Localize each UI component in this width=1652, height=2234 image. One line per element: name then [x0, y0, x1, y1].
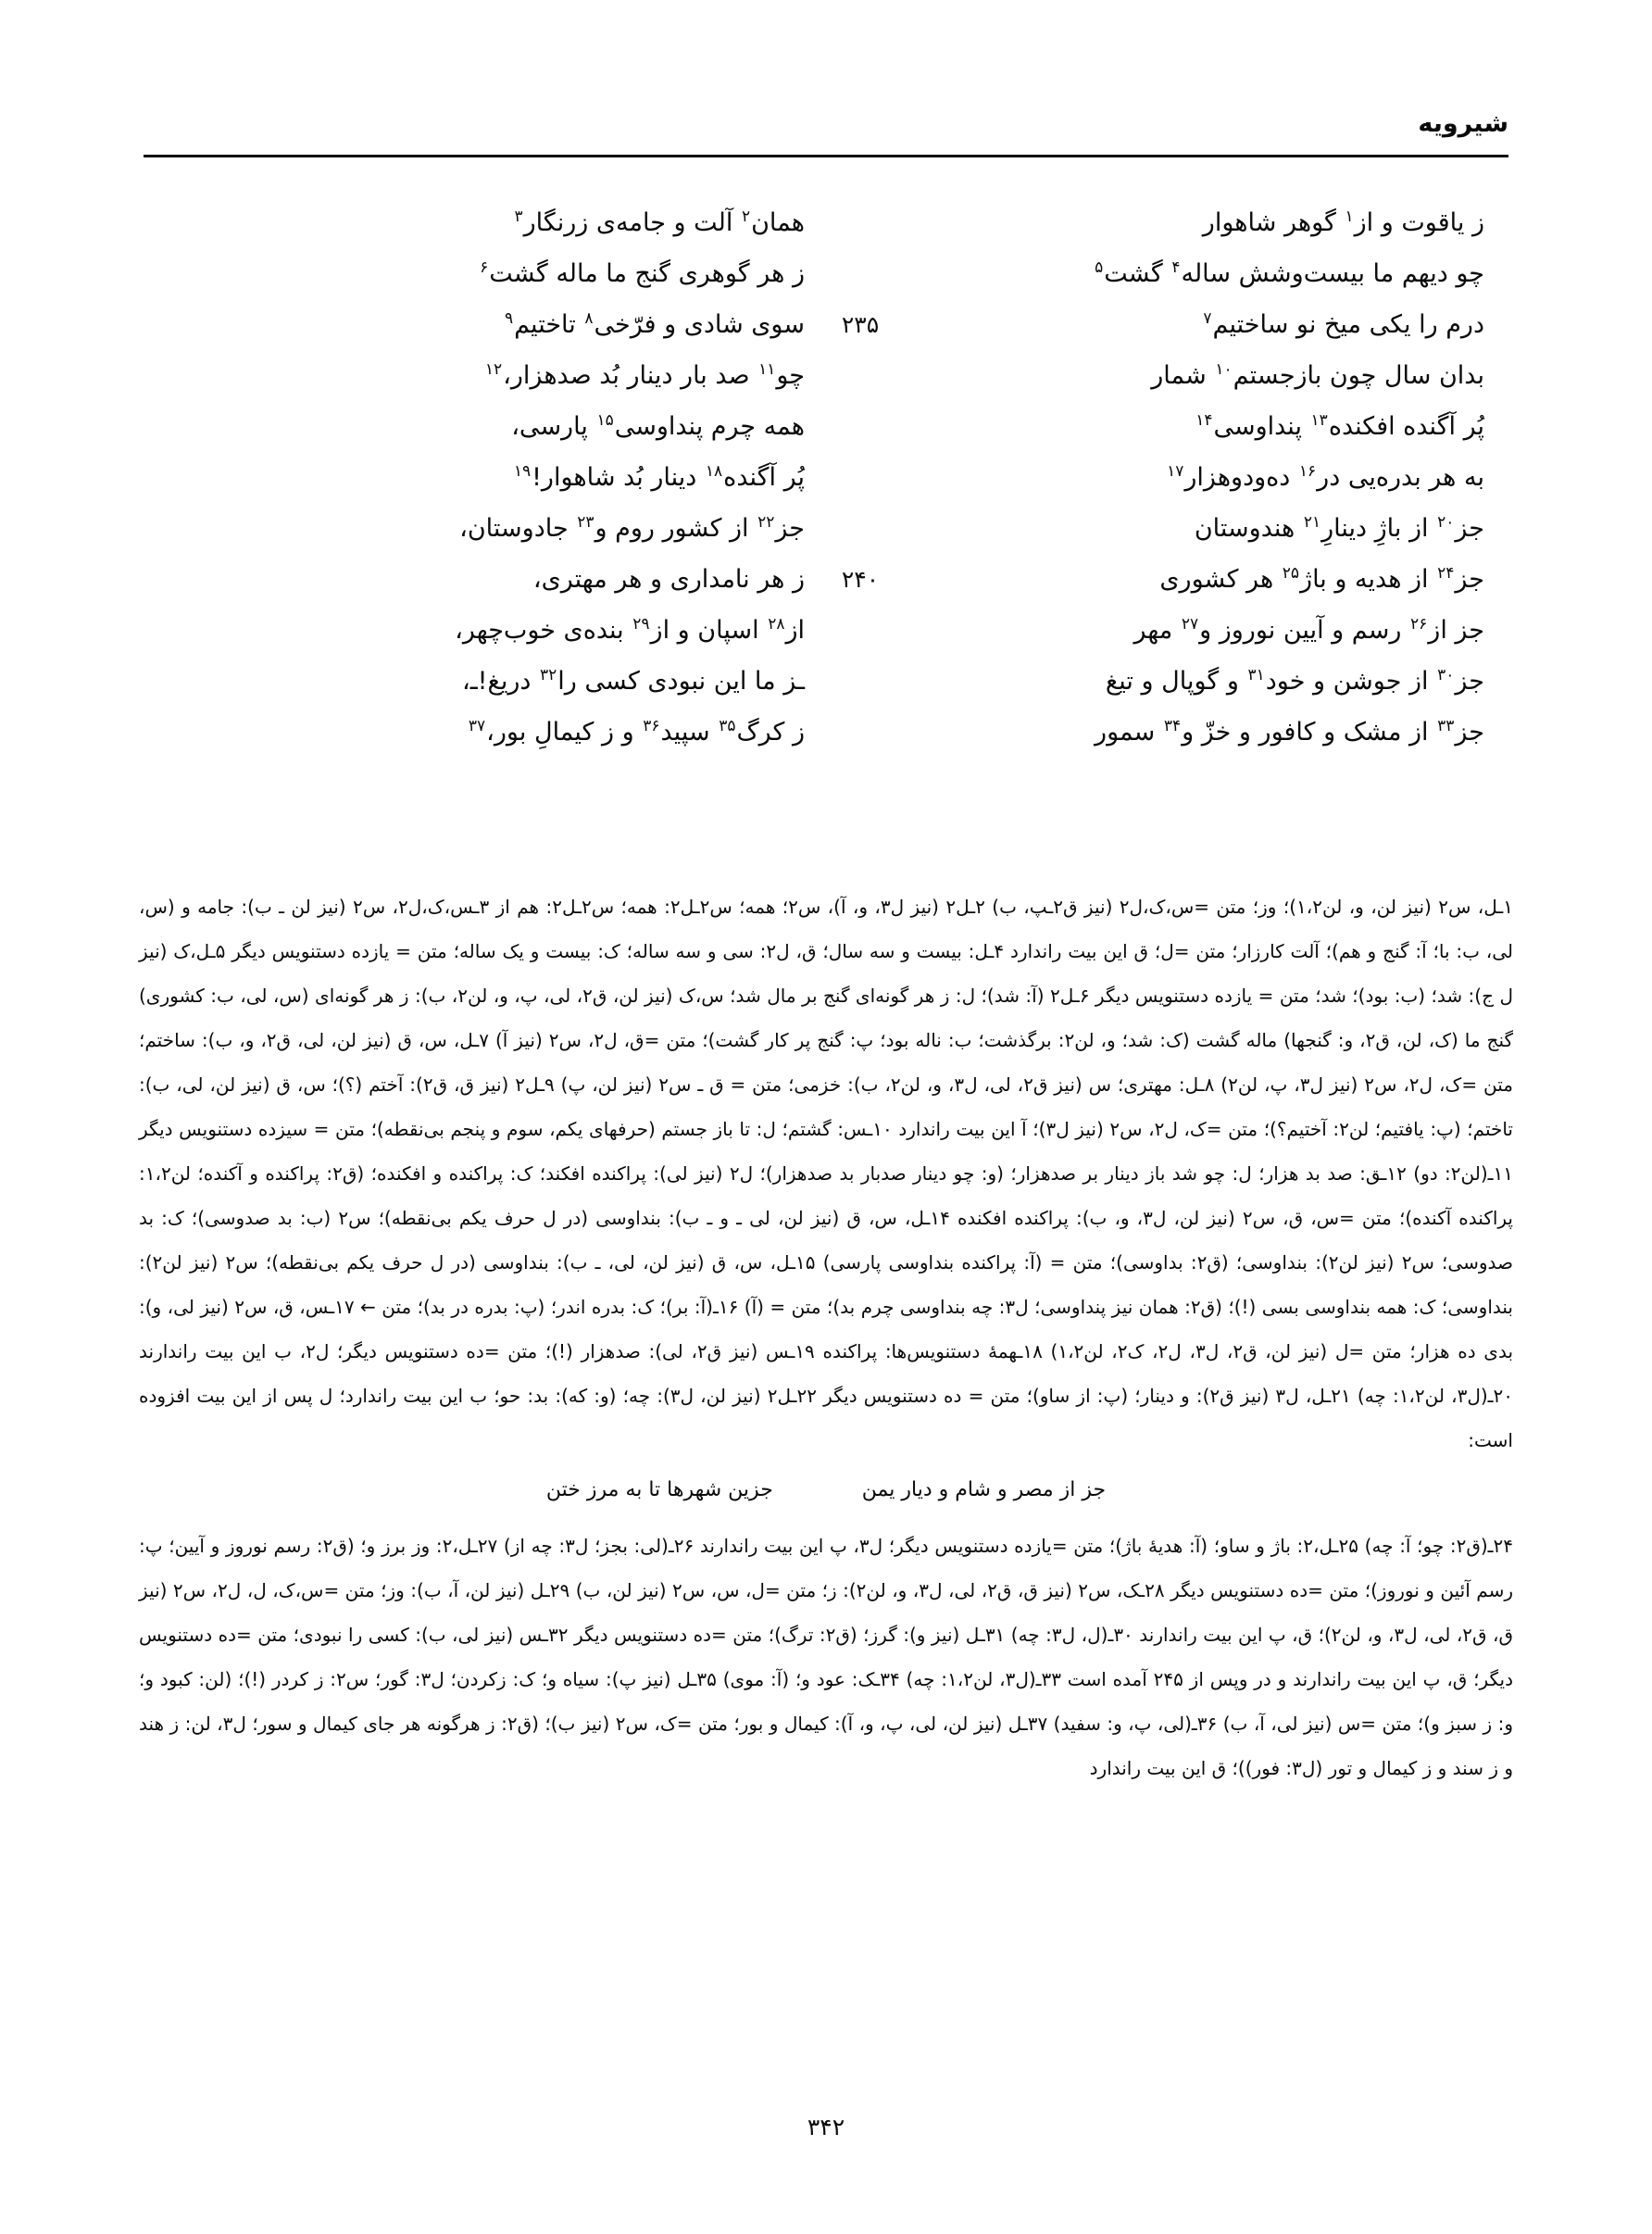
footnote-marker: ۱۲: [484, 360, 503, 379]
hemistich-right: پُر آگنده افکنده$^{۱۳}$ پنداوسی$^{۱۴}$: [1195, 411, 1484, 441]
folio-number: ۳۴۲: [807, 2114, 845, 2140]
hemistich-right: جز$^{۳۰}$ از جوشن و خود$^{۳۱}$ و گوپال و تیغ: [1105, 666, 1484, 696]
footnote-marker: ۳۲: [540, 666, 557, 684]
footnote-marker: ۱۴: [1195, 411, 1213, 430]
inset-verse-line: [139, 1468, 1513, 1520]
footnote-marker: ۲۸: [768, 615, 785, 634]
hemistich-left: ز هر گوهری گنج ما ماله گشت$^۶$: [480, 258, 805, 288]
footnote-marker: ۱۷: [1167, 462, 1184, 481]
footnote-marker: ۷: [1203, 309, 1212, 328]
footnote-marker: ۲۴: [1437, 564, 1455, 583]
footnote-marker: ۱: [1345, 207, 1354, 226]
footnote-marker: ۳۴: [1163, 717, 1182, 735]
footnote-marker: ۶: [480, 258, 489, 277]
hemistich-right: جز$^{۲۰}$ از باژِ دینارِ$^{۲۱}$ هندوستان: [1194, 513, 1484, 543]
footnote-marker: ۲: [741, 207, 751, 226]
footnote-marker: ۱۶: [1298, 462, 1317, 481]
hemistich-left: ـز ما این نبودی کسی را$^{۳۲}$ دریغ!ـ،: [462, 666, 805, 696]
hemistich-right: بدان سال چون بازجستم$^{۱۰}$ شمار: [1151, 360, 1484, 390]
critical-apparatus: [139, 885, 1513, 1790]
verse-line: [144, 199, 1508, 250]
running-head-title: شیرویه: [1418, 109, 1508, 138]
verse-line: [144, 301, 1508, 352]
hemistich-right: جز از$^{۲۶}$ رسم و آیین نوروز و$^{۲۷}$ مهر: [1133, 615, 1484, 645]
running-head-area: [144, 111, 1508, 176]
footnote-marker: ۱۰: [1215, 360, 1233, 379]
footnote-marker: ۳۵: [719, 717, 736, 735]
footnote-marker: ۳۰: [1437, 666, 1455, 684]
footnote-marker: ۳: [514, 207, 523, 226]
hemistich-left: جز$^{۲۲}$ از کشور روم و$^{۲۳}$ جادوستان،: [459, 513, 805, 543]
footnote-marker: ۱۳: [1310, 411, 1328, 430]
apparatus-block-one: ۱ـل، س۲ (نیز لن، و، لن۱،۲)؛ وز؛ متن =س،ک،ل۲ (نیز ق۲ـپ، ب) ۲ـل۲ (نیز ل۳، و، آ)، س۲؛ همه؛ س۲ـل۲: همه؛ س۲ـل۲: هم از ۳ـس،ک،ل۲، س۲ (نیز لن ـ ب): جامه و (س، لی، ب: با؛ آ: گنج و هم)؛ آلت کارزار؛ متن =ل؛ ق این بیت راندارد ۴ـل: بیست و سه سال؛ ق، ل۲: سی و سه ساله؛ ک: بیست و یک ساله؛ متن = یازده دستنویس دیگر ۵ـل،ک (نیز ل ج): شد؛ (ب: بود)؛ شد؛ متن = یازده دستنویس دیگر ۶ـل۲ (آ: شد)؛ ل: ز هر گونه‌ای گنج بر مال شد؛ س،ک (نیز لن، ق۲، لی، پ، و، لن۲، ب): ز هر گونه‌ای (س، لی، ب: کشوری) گنج ما (ک، لن، ق۲، و: گنجها) ماله گشت (ک: شد؛ و، لن۲: برگذشت؛ ب: ناله بود؛ پ: گنج پر کار گشت)؛ متن =ق، ل۲، س۲ (نیز آ) ۷ـل، س، ق (نیز لن، لی، ق۲، و، ب): ساختم؛ متن =ک، ل۲، س۲ (نیز ل۳، پ، لن۲) ۸ـل: مهتری؛ س (نیز ق۲، لی، ل۳، و، لن۲، ب): خزمی؛ متن = ق ـ س۲ (نیز لن، پ) ۹ـل۲ (نیز ق، ق۲): آختم (؟)؛ س، ق (نیز لن، لی، ب): تاختم؛ (پ: یافتیم؛ لن۲: آختیم؟)؛ متن =ک، ل۲، س۲ (نیز ل۳)؛ آ این بیت راندارد ۱۰ـس: گشتم؛ ل: تا باز جستم (حرفهای یکم، سوم و پنجم بی‌نقطه)؛ متن = سیزده دستنویس دیگر ۱۱ـ(لن۲: دو) ۱۲ـق: صد بد هزار؛ ل: چو شد باز دینار بر صدهزار؛ (و: چو دینار صدبار بد صدهزار)؛ ل۲ (نیز لی): پراکنده افکند؛ ک: پراکنده و افکنده؛ (ق۲: پراکنده و آکنده؛ لن۱،۲: پراکنده آکنده)؛ متن =س، ق، س۲ (نیز لن، ل۳، و، ب): پراکنده افکنده ۱۴ـل، س، ق (نیز لن، لی ـ و ـ ب): بنداوسی (در ل حرف یکم بی‌نقطه)؛ س۲ (ب: بد صدوسی)؛ ک: بد صدوسی؛ س۲ (نیز لن۲): بنداوسی؛ (ق۲: بداوسی)؛ متن = (آ: پراکنده بنداوسی پارسی) ۱۵ـل، س، ق (نیز لن، لی، ـ ب): بنداوسی (در ل حرف یکم بی‌نقطه)؛ س۲ (نیز لن۲): بنداوسی؛ ک: همه بنداوسی بسی (!)؛ (ق۲: همان نیز پنداوسی؛ ل۳: چه بنداوسی چرم بد)؛ متن = (آ) ۱۶ـ(آ: بر)؛ ک: بدره اندر؛ (پ: بدره در بد)؛ متن ← ۱۷ـس، ق، س۲ (نیز لی، و): بدی ده هزار؛ متن =ل (نیز لن، ق۲، ل۳، ل۲، ک۲، لن۱،۲) ۱۸ـهمهٔ دستنویس‌ها: پراکنده ۱۹ـس (نیز ق۲، لی): صدهزار (!)؛ متن =ده دستنویس دیگر؛ ل۲، ب این بیت راندارند ۲۰ـ(ل۳، لن۱،۲: چه) ۲۱ـل، ل۳ (نیز ق۲): و دینار؛ (پ: از ساو)؛ متن = ده دستنویس دیگر ۲۲ـل۲ (نیز لن، ل۳): چه؛ (و: که): بد: حو؛ ب این بیت راندارد؛ ل پس از این بیت افزوده است:: [139, 896, 1514, 1451]
hemistich-right: جز$^{۲۴}$ از هدیه و باژ$^{۲۵}$ هر کشوری: [1159, 564, 1484, 594]
verse-line: [144, 607, 1508, 658]
hemistich-right: جز$^{۳۳}$ از مشک و کافور و خزّ و$^{۳۴}$ سمور: [1095, 717, 1484, 747]
hemistich-left: همه چرم پنداوسی$^{۱۵}$ پارسی،: [511, 411, 805, 441]
footnote-marker: ۲۱: [1303, 513, 1321, 532]
footnote-marker: ۳۳: [1437, 717, 1455, 735]
verse-line: [144, 352, 1508, 403]
inset-hemistich-right: جز از مصر و شام و دیار یمن: [861, 1478, 1107, 1501]
footnote-marker: ۸: [584, 309, 594, 328]
verse-number: ۲۳۵: [841, 311, 880, 338]
footnote-marker: ۴: [1171, 258, 1181, 277]
hemistich-left: ز هر نامداری و هر مهتری،: [532, 565, 805, 594]
footnote-marker: ۲۵: [1282, 564, 1300, 583]
footnote-marker: ۲۶: [1410, 615, 1428, 634]
footnote-marker: ۲۰: [1437, 513, 1455, 532]
verse-line: [144, 709, 1508, 759]
inset-hemistich-left: جزین شهرها تا به مرز ختن: [545, 1478, 773, 1501]
footnote-marker: ۲۷: [1181, 615, 1199, 634]
footnote-marker: ۲۳: [577, 513, 594, 532]
header-rule: [144, 155, 1508, 157]
hemistich-left: پُر آگنده$^{۱۸}$ دینار بُد شاهوار!$^{۱۹}$: [513, 462, 805, 492]
hemistich-left: چو$^{۱۱}$ صد بار دینار بُد صدهزار،$^{۱۲}$: [484, 360, 805, 390]
hemistich-left: ز کرگ$^{۳۵}$ سپید$^{۳۶}$ و ز کیمالِ بور،$^{۳۷}$: [468, 717, 805, 747]
hemistich-right: به هر بدره‌یی در$^{۱۶}$ ده‌ودوهزار$^{۱۷}$: [1167, 462, 1484, 492]
footnote-marker: ۱۹: [513, 462, 532, 481]
footnote-marker: ۵: [1095, 258, 1104, 277]
footnote-marker: ۳۱: [1247, 666, 1265, 684]
footnote-marker: ۱۱: [758, 360, 776, 379]
apparatus-block-two: ۲۴ـ(ق۲: چو؛ آ: چه) ۲۵ـل،۲: باژ و ساو؛ (آ: هدیهٔ باژ)؛ متن =یازده دستنویس دیگر؛ ل۳، پ این بیت راندارند ۲۶ـ(لی: بجز؛ ل۳: چه از) ۲۷ـل،۲: وز برز و؛ (ق۲: رسم نوروز و آیین؛ پ: رسم آئین و نوروز)؛ متن =ده دستنویس دیگر ۲۸ـک، س۲ (نیز ق، ق۲، لی، ل۳، و، لن۲): ز؛ متن =ل، س، س۲ (نیز لن، ب) ۲۹ـل (نیز لن، آ، ب): وز؛ متن =س،ک، ل، ل۲، س۲ (نیز ق، ق۲، لی، ل۳، و، لن۲)؛ ق، پ این بیت راندارند ۳۰ـ(ل، ل۳: چه) ۳۱ـل (نیز و): گرز؛ (ق۲: ترگ)؛ متن =ده دستنویس دیگر ۳۲ـس (نیز لی، ب): کسی را نبودی؛ متن =ده دستنویس دیگر؛ ق، پ این بیت راندارند و در وپس از ۲۴۵ آمده است ۳۳ـ(ل۳، لن۱،۲: چه) ۳۴ـک: عود و؛ (آ: موی) ۳۵ـل (نیز پ): سیاه و؛ ک: زکردن؛ ل۳: گور؛ س۲: ز کردر (!)؛ (لن: کبود و؛ و: ز سبز و)؛ متن =س (نیز لی، آ، ب) ۳۶ـ(لی، پ، و: سفید) ۳۷ـل (نیز لن، لی، پ، و، آ): کیمال و بور؛ متن =ک، س۲ (نیز ب)؛ (ق۲: ز هرگونه هر جای کیمال و سور؛ ل۳، لن: ز هند و ز سند و ز کیمال و تور (ل۳: فور))؛ ق این بیت راندارد: [139, 1535, 1514, 1779]
footnote-marker: ۱۵: [596, 411, 614, 430]
footnote-marker: ۹: [504, 309, 514, 328]
verse-line: [144, 556, 1508, 607]
hemistich-left: از$^{۲۸}$ اسپان و از$^{۲۹}$ بنده‌ی خوب‌چهر،: [455, 615, 805, 645]
footnote-marker: ۲۲: [757, 513, 775, 532]
footnote-marker: ۳۷: [468, 717, 486, 735]
verse-line: [144, 250, 1508, 301]
verse-line: [144, 505, 1508, 556]
verse-line: [144, 403, 1508, 454]
verse-block: [144, 199, 1508, 759]
hemistich-left: سوی شادی و فرّخی$^۸$ تاختیم$^۹$: [504, 309, 805, 339]
verse-line: [144, 454, 1508, 505]
hemistich-right: درم را یکی میخ نو ساختیم$^۷$: [1203, 309, 1484, 339]
footnote-marker: ۱۸: [705, 462, 723, 481]
hemistich-left: همان$^۲$ آلت و جامه‌ی زرنگار$^۳$: [514, 207, 805, 237]
footnote-marker: ۳۶: [643, 717, 660, 735]
verse-line: [144, 658, 1508, 709]
footnote-marker: ۲۹: [632, 615, 650, 634]
hemistich-right: چو دیهم ما بیست‌وشش ساله$^۴$ گشت$^۵$: [1095, 258, 1484, 288]
verse-number: ۲۴۰: [841, 566, 880, 593]
hemistich-right: ز یاقوت و از$^۱$ گوهر شاهوار: [1202, 207, 1484, 237]
